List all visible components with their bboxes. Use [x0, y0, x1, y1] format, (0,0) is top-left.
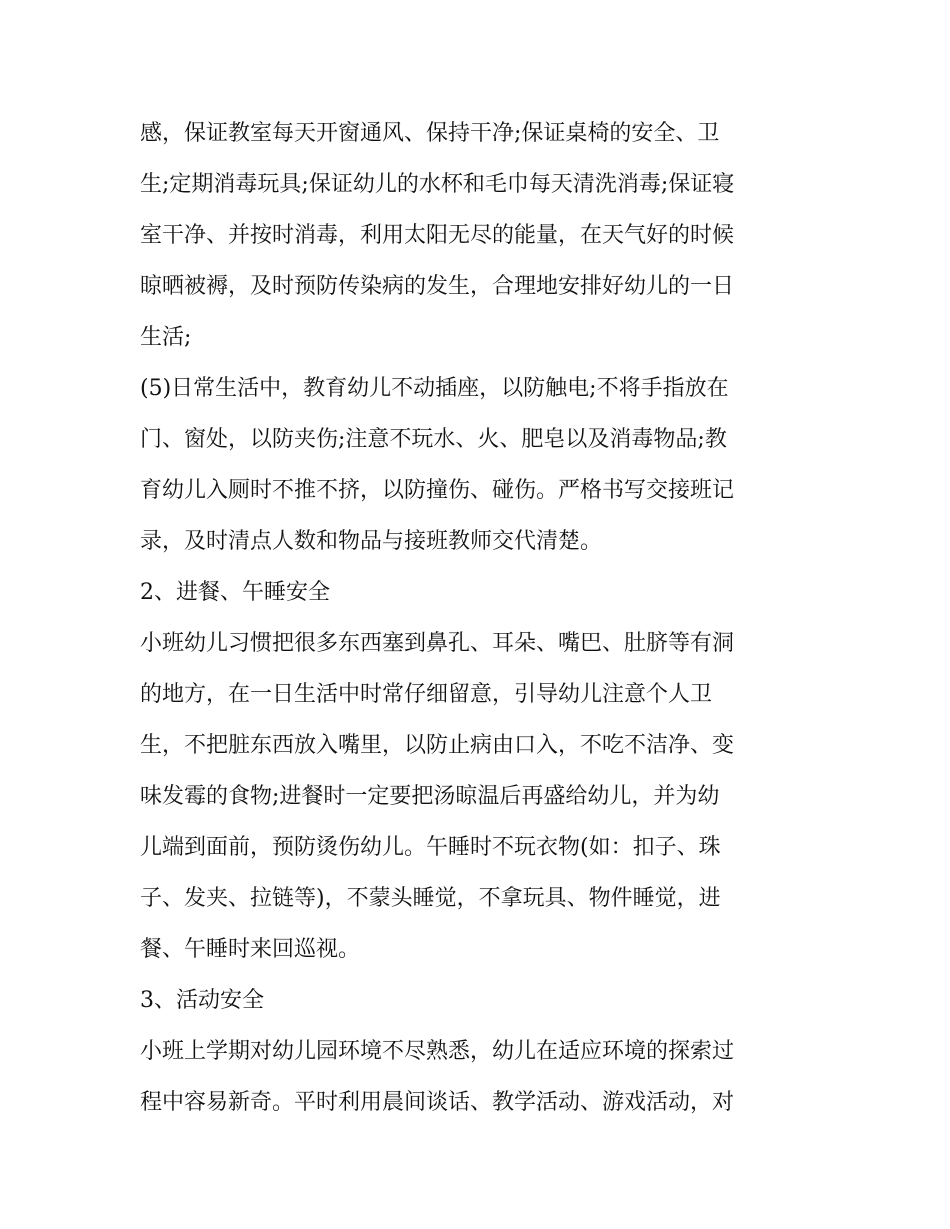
text-line: 感，保证教室每天开窗通风、保持干净;保证桌椅的安全、卫	[140, 121, 720, 146]
text-line: 生活;	[140, 325, 192, 350]
text-line: 程中容易新奇。平时利用晨间谈话、教学活动、游戏活动，对	[140, 1090, 735, 1115]
text-line: 儿端到面前，预防烫伤幼儿。午睡时不玩衣物(如：扣子、珠	[140, 835, 721, 860]
text-line: 育幼儿入厕时不推不挤，以防撞伤、碰伤。严格书写交接班记	[140, 478, 735, 503]
text-line: 小班幼儿习惯把很多东西塞到鼻孔、耳朵、嘴巴、肚脐等有洞	[140, 631, 735, 656]
text-line: 室干净、并按时消毒，利用太阳无尽的能量，在天气好的时候	[140, 223, 735, 248]
text-line: (5)日常生活中，教育幼儿不动插座，以防触电;不将手指放在	[140, 376, 729, 401]
section-heading: 2、进餐、午睡安全	[140, 580, 330, 605]
text-line: 子、发夹、拉链等)，不蒙头睡觉，不拿玩具、物件睡觉，进	[140, 886, 721, 911]
text-line: 晾晒被褥，及时预防传染病的发生，合理地安排好幼儿的一日	[140, 274, 735, 299]
text-line: 小班上学期对幼儿园环境不尽熟悉，幼儿在适应环境的探索过	[140, 1039, 735, 1064]
text-line: 生，不把脏东西放入嘴里，以防止病由口入，不吃不洁净、变	[140, 733, 735, 758]
document-body	[140, 108, 820, 1128]
text-line: 生;定期消毒玩具;保证幼儿的水杯和毛巾每天清洗消毒;保证寝	[140, 172, 735, 197]
text-line: 餐、午睡时来回巡视。	[140, 937, 361, 962]
text-line: 门、窗处，以防夹伤;注意不玩水、火、肥皂以及消毒物品;教	[140, 427, 727, 452]
text-line: 的地方，在一日生活中时常仔细留意，引导幼儿注意个人卫	[140, 682, 713, 707]
section-heading: 3、活动安全	[140, 988, 264, 1013]
text-line: 录，及时清点人数和物品与接班教师交代清楚。	[140, 529, 603, 554]
text-line: 味发霉的食物;进餐时一定要把汤晾温后再盛给幼儿，并为幼	[140, 784, 720, 809]
